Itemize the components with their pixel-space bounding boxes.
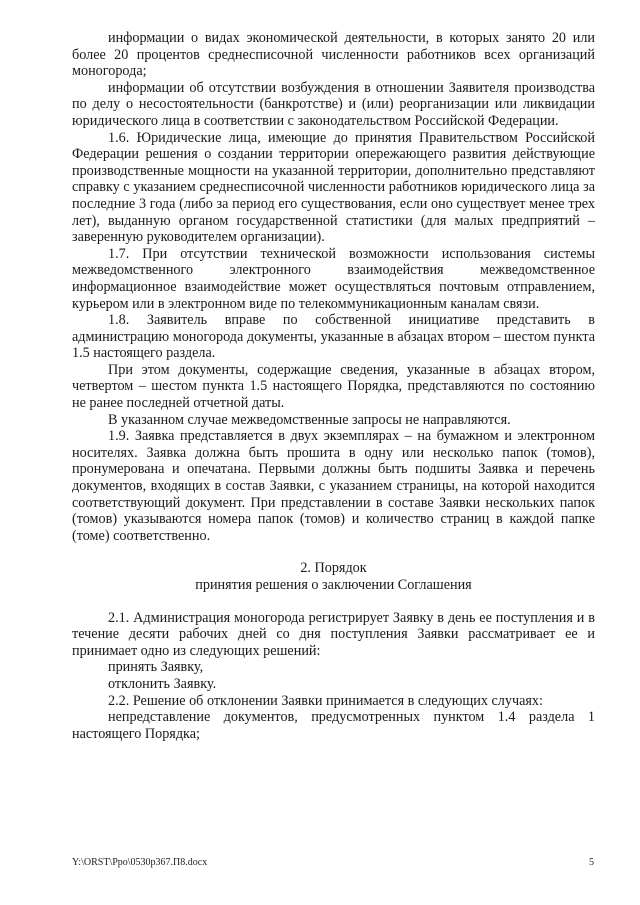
list-item: принять Заявку, (108, 659, 204, 676)
page-number: 5 (589, 857, 594, 868)
section-heading-number: 2. Порядок (300, 560, 367, 577)
paragraph-2-2: 2.2. Решение об отклонении Заявки принимается в следующих случаях: (108, 692, 543, 709)
paragraph: При этом документы, содержащие сведения, указанные в абзацах втором, четвертом – шестом пункта 1.5 настоящего Порядка, представляются по состоянию не ранее последней отчетной даты. (72, 361, 595, 412)
document-body (72, 30, 595, 742)
paragraph: В указанном случае межведомственные запросы не направляются. (108, 411, 511, 428)
footer-file-path: Y:\ORST\Ppo\0530p367.П8.docx (72, 857, 208, 868)
paragraph: информации об отсутствии возбуждения в отношении Заявителя производства по делу о несостоятельности (банкротстве) и (или) реорганизации или ликвидации юридического лица в соответствии с законодательством Российской Федерации. (72, 79, 595, 129)
paragraph-1-7: 1.7. При отсутствии технической возможности использования системы межведомственного электронного взаимодействия межведомственное информационное взаимодействие может осуществляться почтовым отправлением, курьером или в электронном виде по телекоммуникационным каналам связи. (72, 245, 595, 312)
paragraph: непредставление документов, предусмотренных пунктом 1.4 раздела 1 настоящего Порядка; (72, 709, 595, 742)
paragraph-1-6: 1.6. Юридические лица, имеющие до принятия Правительством Российской Федерации решения о создании территории опережающего развития действующие производственные мощности на указанной территории, дополнительно представляют справку с указанием среднесписочной численности работников юридического лица за последние 3 года (либо за период его существования, если оно существует менее трех лет), выданную органом государственной статистики (для малых предприятий – заверенную руководителем организации). (72, 129, 595, 246)
list-item: отклонить Заявку. (108, 675, 217, 692)
paragraph-1-9: 1.9. Заявка представляется в двух экземплярах – на бумажном и электронном носителях. Заявка должна быть прошита в одну или несколько папок (томов), пронумерована и опечатана. Первыми должны быть подшиты Заявка и перечень документов, входящих в состав Заявки, с указанием страницы, на которой находится соответствующий документ. При представлении в составе Заявки нескольких папок (томов) указываются номера папок (томов) и количество страниц в каждой папке (томе) соответственно. (72, 428, 595, 544)
paragraph-2-1: 2.1. Администрация моногорода регистрирует Заявку в день ее поступления и в течение десяти рабочих дней со дня поступления Заявки рассматривает ее и принимает одно из следующих решений: (72, 609, 595, 659)
paragraph: информации о видах экономической деятельности, в которых занято 20 или более 20 процентов среднесписочной численности работников всех организаций моногорода; (72, 30, 595, 80)
section-heading-title: принятия решения о заключении Соглашения (195, 577, 472, 593)
paragraph-1-8: 1.8. Заявитель вправе по собственной инициативе представить в администрацию моногорода документы, указанные в абзацах втором – шестом пункта 1.5 настоящего раздела. (72, 312, 595, 362)
